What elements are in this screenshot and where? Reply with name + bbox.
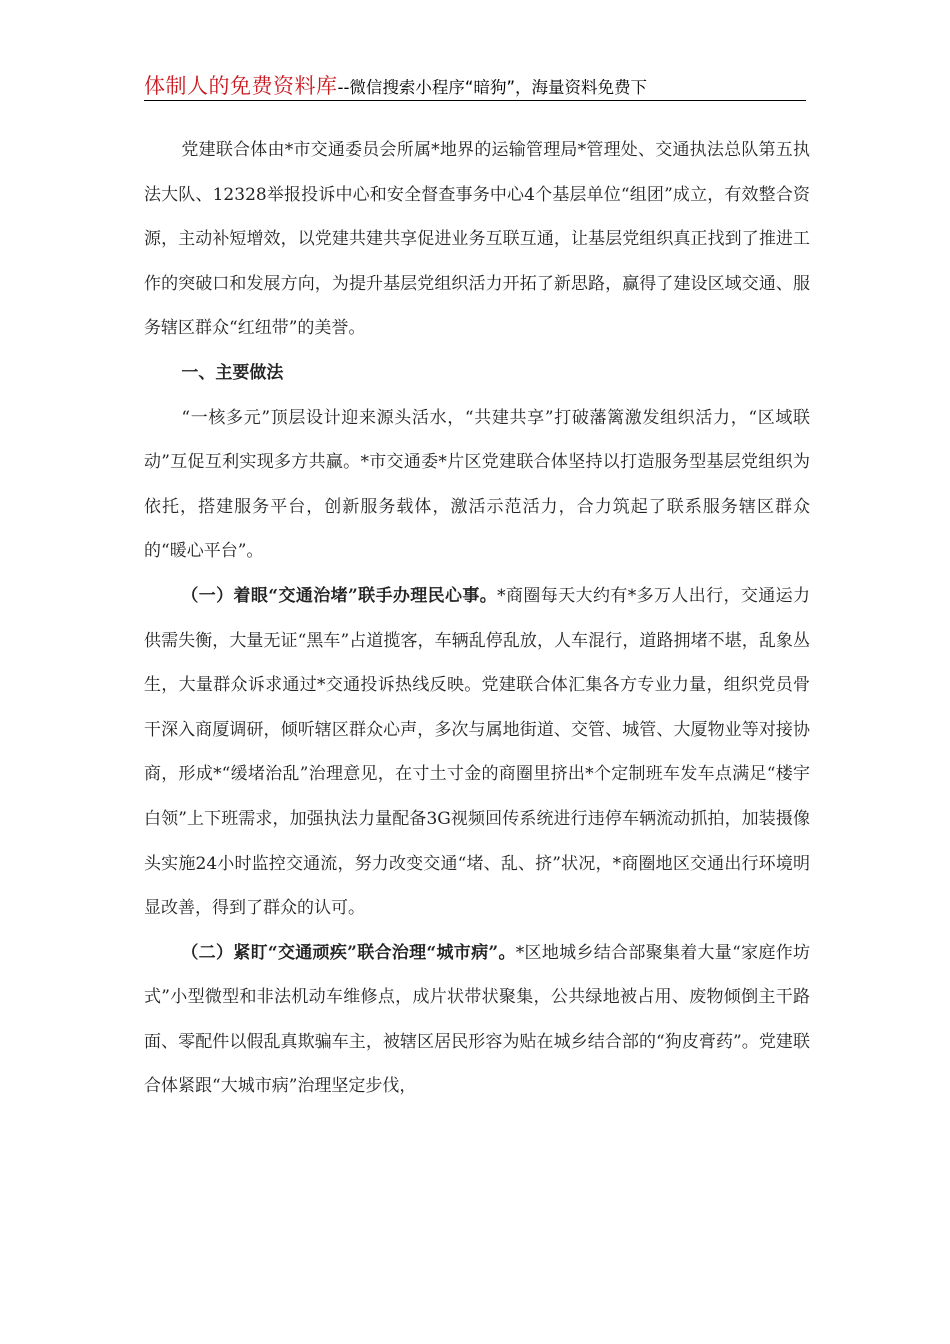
header-title: 体制人的免费资料库 — [144, 74, 338, 98]
section-heading: 一、主要做法 — [181, 362, 284, 383]
header-rule — [144, 100, 806, 101]
subheading-urban-disease: （二）紧盯“交通顽疾”联合治理“城市病”。 — [181, 942, 516, 963]
document-body — [144, 128, 810, 1109]
paragraph-urban-disease — [144, 931, 810, 1109]
paragraph-intro: 党建联合体由*市交通委员会所属*地界的运输管理局*管理处、交通执法总队第五执法大队、12328举报投诉中心和安全督查事务中心4个基层单位“组团”成立，有效整合资源，主动补短增效，以党建共建共享促进业务互联互通，让基层党组织真正找到了推进工作的突破口和发展方向，为提升基层党组织活力开拓了新思路，赢得了建设区域交通、服务辖区群众“红纽带”的美誉。 — [144, 140, 810, 339]
subheading-traffic-congestion: （一）着眼“交通治堵”联手办理民心事。 — [181, 585, 498, 606]
paragraph-traffic-congestion — [144, 574, 810, 931]
page-header — [144, 70, 806, 102]
paragraph-urban-disease-text: *区地城乡结合部聚集着大量“家庭作坊式”小型微型和非法机动车维修点，成片状带状聚集，公共绿地被占用、废物倾倒主干路面、零配件以假乱真欺骗车主，被辖区居民形容为贴在城乡结合部的“狗皮膏药”。党建联合体紧跟“大城市病”治理坚定步伐， — [144, 942, 810, 1097]
header-subtitle: --微信搜索小程序“暗狗”，海量资料免费下 — [337, 78, 648, 97]
paragraph-traffic-congestion-text: *商圈每天大约有*多万人出行，交通运力供需失衡，大量无证“黑车”占道揽客，车辆乱停乱放，人车混行，道路拥堵不堪，乱象丛生，大量群众诉求通过*交通投诉热线反映。党建联合体汇集各方专业力量，组织党员骨干深入商厦调研，倾听辖区群众心声，多次与属地街道、交管、城管、大厦物业等对接协商，形成*“缓堵治乱”治理意见，在寸土寸金的商圈里挤出*个定制班车发车点满足“楼宇白领”上下班需求，加强执法力量配备3G视频回传系统进行违停车辆流动抓拍，加装摄像头实施24小时监控交通流，努力改变交通“堵、乱、挤”状况，*商圈地区交通出行环境明显改善，得到了群众的认可。 — [144, 585, 811, 919]
paragraph-overview: “一核多元”顶层设计迎来源头活水，“共建共享”打破藩篱激发组织活力，“区域联动”互促互利实现多方共赢。*市交通委*片区党建联合体坚持以打造服务型基层党组织为依托，搭建服务平台，创新服务载体，激活示范活力，合力筑起了联系服务辖区群众的“暖心平台”。 — [144, 407, 810, 562]
